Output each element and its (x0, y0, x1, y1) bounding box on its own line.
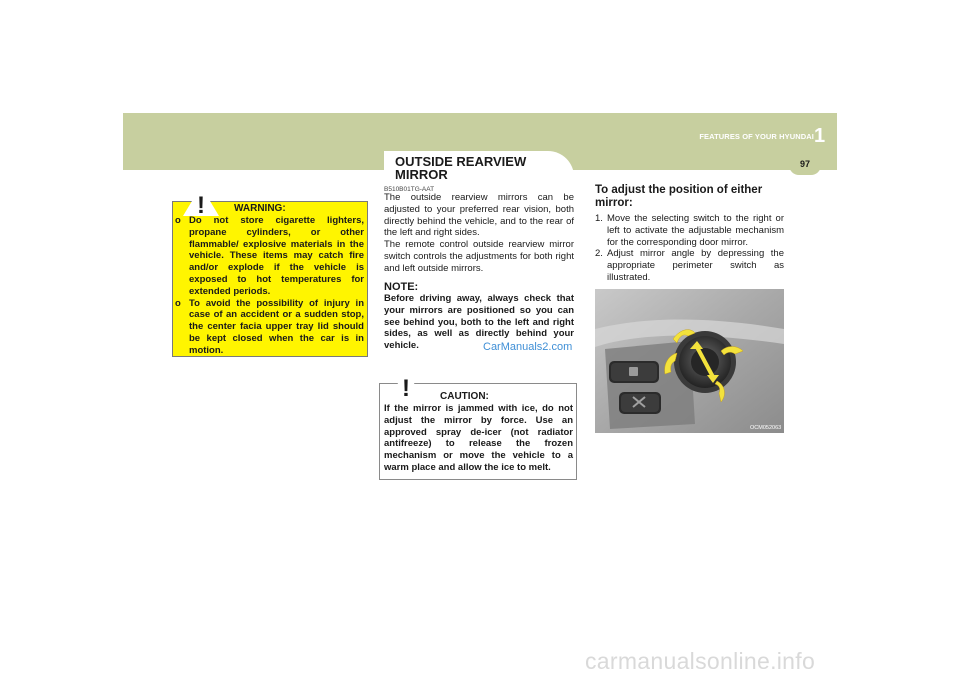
warning-symbol: ! (197, 192, 205, 217)
warning-triangle-icon (182, 185, 220, 217)
paragraph-remote: The remote control outside rearview mirror switch controls the adjustments for both right and left outside mirrors. (384, 239, 574, 274)
caution-text: If the mirror is jammed with ice, do not adjust the mirror by force. Use an approved spray de-icer (not radiator antifreeze) to release the frozen mechanism or move the vehicle to a warm place and allow the ice to melt. (384, 403, 573, 473)
note-heading: NOTE: (384, 281, 419, 293)
watermark-link[interactable]: CarManuals2.com (483, 341, 573, 353)
photo-code: OCM052063 (750, 425, 782, 431)
warning-item (175, 298, 364, 357)
adjust-step (595, 248, 784, 283)
chapter-label: FEATURES OF YOUR HYUNDAI (699, 132, 814, 141)
warning-item (175, 215, 364, 298)
caution-triangle-icon (388, 369, 424, 399)
step-text: Move the selecting switch to the right or left to activate the adjustable mechanism for the corresponding door mirror. (607, 213, 784, 248)
caution-symbol: ! (402, 375, 410, 399)
warning-bullet: o (175, 215, 181, 226)
adjust-steps (595, 213, 784, 284)
warning-item-text: Do not store cigarette lighters, propane cylinders, or other flammable/ explosive materials in the vehicle. These items may catch fire and/or explode if the vehicle is exposed to hot temperatures for extended periods. (189, 215, 364, 297)
page-number: 97 (799, 159, 810, 169)
paragraph-intro: The outside rearview mirrors can be adjusted to your preferred rear vision, both directly behind the vehicle, and to the rear of the left and right sides. (384, 192, 574, 239)
warning-heading: WARNING: (234, 203, 286, 214)
section-title-line2: MIRROR (395, 167, 448, 182)
warning-item-text: To avoid the possibility of injury in case of an accident or a sudden stop, the center facia upper tray lid should be kept closed when the car is in motion. (189, 297, 364, 356)
adjust-heading: To adjust the position of either mirror: (595, 184, 763, 209)
note-text: Before driving away, always check that your mirrors are positioned so you can see behind you, both to the left and right sides, as well as directly behind your vehicle. (384, 293, 574, 352)
caution-heading: CAUTION: (440, 391, 489, 402)
footer-watermark: carmanualsonline.info (585, 648, 816, 674)
section-title-line1: OUTSIDE REARVIEW (395, 154, 527, 169)
step-number: 2. (595, 248, 603, 260)
warning-list (175, 215, 364, 357)
chapter-number: 1 (814, 125, 826, 147)
step-number: 1. (595, 213, 603, 224)
step-text: Adjust mirror angle by depressing the appropriate perimeter switch as illustrated. (607, 248, 784, 283)
section-title (395, 155, 565, 181)
adjust-step (595, 213, 784, 248)
warning-bullet: o (175, 297, 181, 309)
mirror-switch-photo (595, 289, 784, 433)
section-code: B510B01TG-AAT (384, 186, 435, 193)
